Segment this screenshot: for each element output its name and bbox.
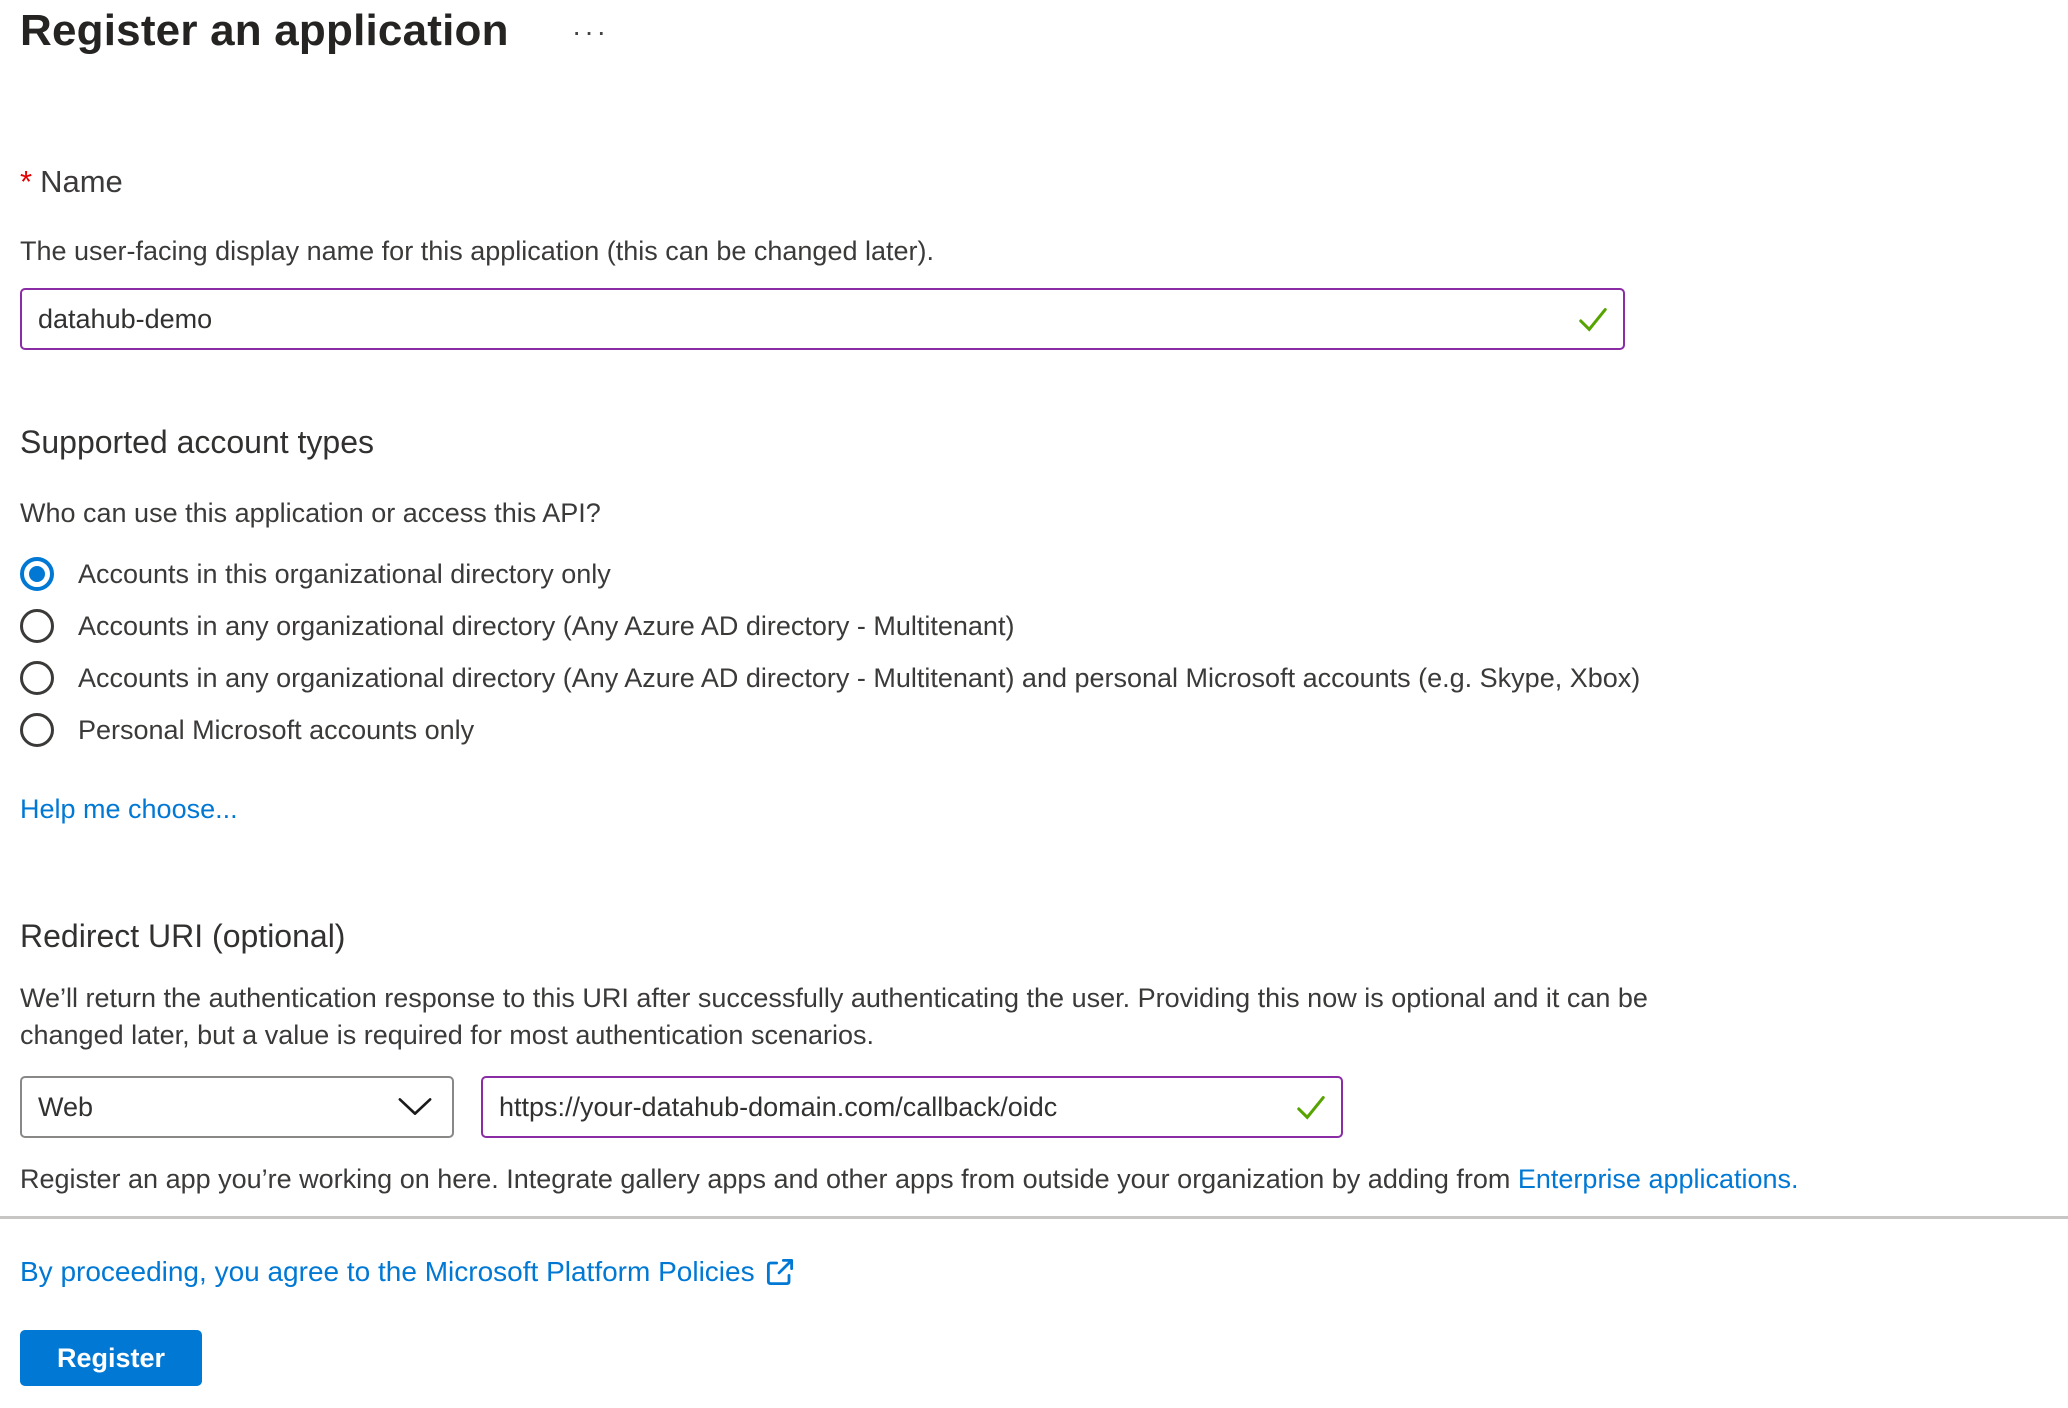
radio-option-any-org-and-personal[interactable] [20, 652, 1640, 704]
name-description: The user-facing display name for this application (this can be changed later). [20, 236, 934, 266]
redirect-uri-input-container [481, 1076, 1343, 1138]
name-input-container [20, 288, 1625, 350]
required-asterisk: * [20, 164, 33, 199]
account-types-question: Who can use this application or access this API? [20, 498, 601, 528]
enterprise-applications-link[interactable]: Enterprise applications. [1517, 1164, 1799, 1194]
radio-option-org-directory-only[interactable] [20, 548, 1640, 600]
radio-circle[interactable] [20, 557, 54, 591]
radio-option-label: Accounts in any organizational directory (Any Azure AD directory - Multitenant) and personal Microsoft accounts (e.g. Skype, Xbox) [78, 662, 1641, 693]
account-types-heading: Supported account types [20, 424, 375, 460]
radio-option-personal-only[interactable] [20, 704, 1640, 756]
radio-option-label: Personal Microsoft accounts only [78, 714, 475, 745]
enterprise-apps-note [20, 1164, 1799, 1195]
redirect-description-line1: We’ll return the authentication response to this URI after successfully authenticating the user. Providing this now is optional and it can be [20, 983, 1648, 1013]
page-title: Register an application [20, 6, 509, 55]
name-label [20, 164, 123, 200]
note-text: Register an app you’re working on here. Integrate gallery apps and other apps from outside your organization by adding from [20, 1164, 1518, 1194]
name-input[interactable] [20, 288, 1625, 350]
register-button[interactable]: Register [20, 1330, 202, 1386]
radio-option-label: Accounts in this organizational directory only [78, 558, 611, 589]
footer-divider [0, 1216, 2068, 1219]
policy-line [20, 1256, 795, 1288]
redirect-uri-heading: Redirect URI (optional) [20, 918, 346, 954]
checkmark-icon [1577, 303, 1609, 335]
redirect-uri-description [20, 980, 1648, 1054]
chevron-down-icon [398, 1097, 432, 1117]
radio-circle[interactable] [20, 713, 54, 747]
radio-option-label: Accounts in any organizational directory (Any Azure AD directory - Multitenant) [78, 610, 1015, 641]
help-me-choose-link[interactable]: Help me choose... [20, 794, 238, 824]
platform-select-dropdown[interactable] [20, 1076, 454, 1138]
account-types-radio-group [20, 548, 1640, 756]
redirect-description-line2: changed later, but a value is required for most authentication scenarios. [20, 1020, 875, 1050]
radio-circle[interactable] [20, 609, 54, 643]
name-label-text: Name [40, 164, 123, 199]
platform-selected-value: Web [38, 1091, 94, 1122]
checkmark-icon [1295, 1091, 1327, 1123]
radio-circle[interactable] [20, 661, 54, 695]
external-link-icon[interactable] [765, 1257, 795, 1287]
redirect-uri-input[interactable] [481, 1076, 1343, 1138]
platform-policies-link[interactable]: By proceeding, you agree to the Microsoft Platform Policies [20, 1256, 755, 1287]
more-icon[interactable]: ··· [572, 16, 609, 47]
radio-option-any-org-directory[interactable] [20, 600, 1640, 652]
